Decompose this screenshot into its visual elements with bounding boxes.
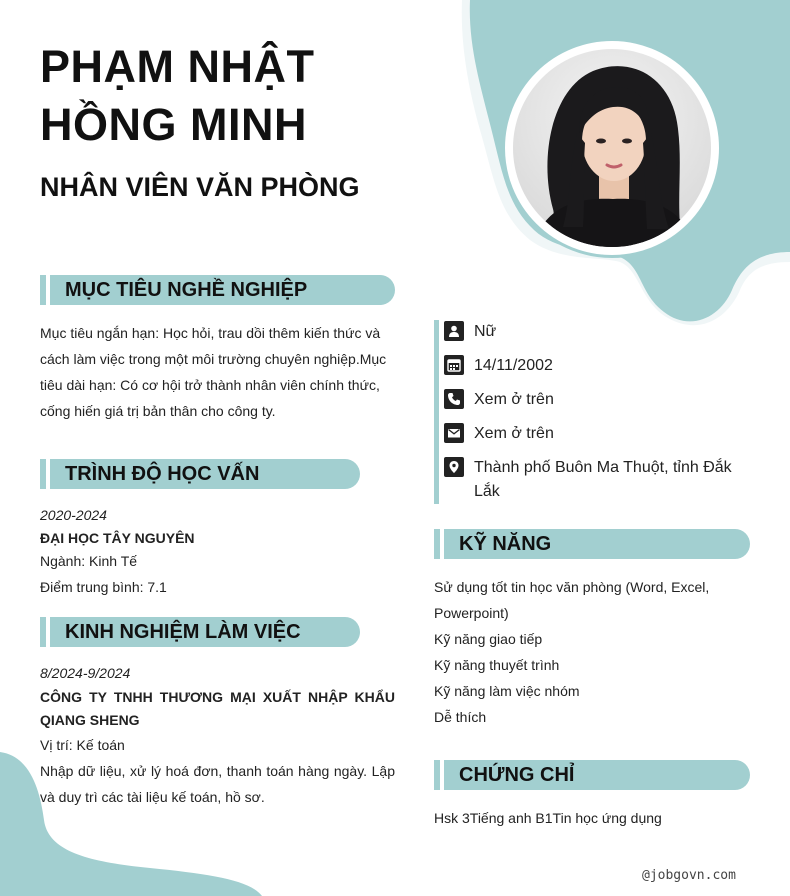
education-block	[40, 502, 395, 600]
calendar-icon	[444, 355, 464, 375]
mail-icon	[444, 423, 464, 443]
objective-line: tiêu dài hạn: Có cơ hội trở thành nhân viên chính thức,	[40, 377, 380, 393]
section-objective-title: MỤC TIÊU NGHỀ NGHIỆP	[65, 279, 308, 301]
skill-item: Kỹ năng giao tiếp	[434, 631, 543, 647]
gender-value: Nữ	[474, 323, 497, 340]
location-icon	[444, 457, 464, 477]
experience-company-line1: CÔNG TY TNHH THƯƠNG MẠI XUẤT NHẬP KHẨU	[40, 689, 395, 705]
address-value: Thành phố Buôn Ma Thuột, tỉnh Đắk Lắk	[474, 459, 732, 500]
section-certificates-header	[434, 760, 750, 790]
experience-desc-line2: và duy trì các tài liệu kế toán, hồ sơ.	[40, 789, 265, 805]
person-icon	[444, 321, 464, 341]
contact-phone	[444, 388, 744, 412]
phone-value: Xem ở trên	[474, 391, 554, 408]
certificates-text	[434, 805, 662, 831]
name-line-1: PHẠM NHẬT	[40, 41, 315, 92]
section-skills-title: KỸ NĂNG	[459, 533, 552, 555]
objective-line: cống hiến giá trị bản thân cho công ty.	[40, 403, 276, 419]
skill-item: Kỹ năng làm việc nhóm	[434, 683, 580, 699]
experience-desc-line1: Nhập dữ liệu, xử lý hoá đơn, thanh toán hàng ngày. Lập	[40, 763, 395, 779]
contact-accent-bar	[434, 320, 439, 504]
watermark: @jobgovn.com	[642, 868, 736, 883]
email-value: Xem ở trên	[474, 425, 554, 442]
avatar	[513, 49, 711, 247]
skill-item: Dễ thích	[434, 709, 487, 725]
objective-line: cách làm việc trong một môi trường chuyên nghiệp.Mục	[40, 351, 387, 367]
skills-list	[434, 574, 709, 730]
section-education-header	[40, 459, 360, 489]
section-experience-header	[40, 617, 360, 647]
contact-dob	[444, 354, 744, 378]
dob-value: 14/11/2002	[474, 357, 553, 374]
contact-address	[444, 456, 744, 504]
section-experience-title: KINH NGHIỆM LÀM VIỆC	[65, 621, 301, 643]
experience-period: 8/2024-9/2024	[40, 665, 131, 681]
certificates-value: Hsk 3Tiếng anh B1Tin học ứng dụng	[434, 810, 662, 826]
experience-position: Vị trí: Kế toán	[40, 737, 125, 753]
section-education-title: TRÌNH ĐỘ HỌC VẤN	[65, 463, 260, 485]
name-line-2: HỒNG MINH	[40, 99, 307, 150]
section-certificates-title: CHỨNG CHỈ	[459, 764, 575, 786]
objective-text	[40, 320, 386, 424]
job-title: NHÂN VIÊN VĂN PHÒNG	[40, 172, 360, 202]
phone-icon	[444, 389, 464, 409]
contact-email	[444, 422, 744, 446]
education-period: 2020-2024	[40, 507, 107, 523]
section-skills-header	[434, 529, 750, 559]
contact-gender	[444, 320, 744, 344]
skill-item: Sử dụng tốt tin học văn phòng (Word, Excel,	[434, 579, 710, 595]
experience-block	[40, 660, 395, 810]
skill-item: Kỹ năng thuyết trình	[434, 657, 560, 673]
education-gpa: Điểm trung bình: 7.1	[40, 579, 167, 595]
education-school: ĐẠI HỌC TÂY NGUYÊN	[40, 530, 195, 546]
education-major: Ngành: Kinh Tế	[40, 553, 138, 569]
section-objective-header	[40, 275, 395, 305]
skill-item: Powerpoint)	[434, 605, 509, 621]
objective-line: Mục tiêu ngắn hạn: Học hỏi, trau dồi thêm kiến thức và	[40, 325, 381, 341]
experience-company-line2: QIANG SHENG	[40, 712, 140, 728]
full-name	[40, 38, 314, 154]
